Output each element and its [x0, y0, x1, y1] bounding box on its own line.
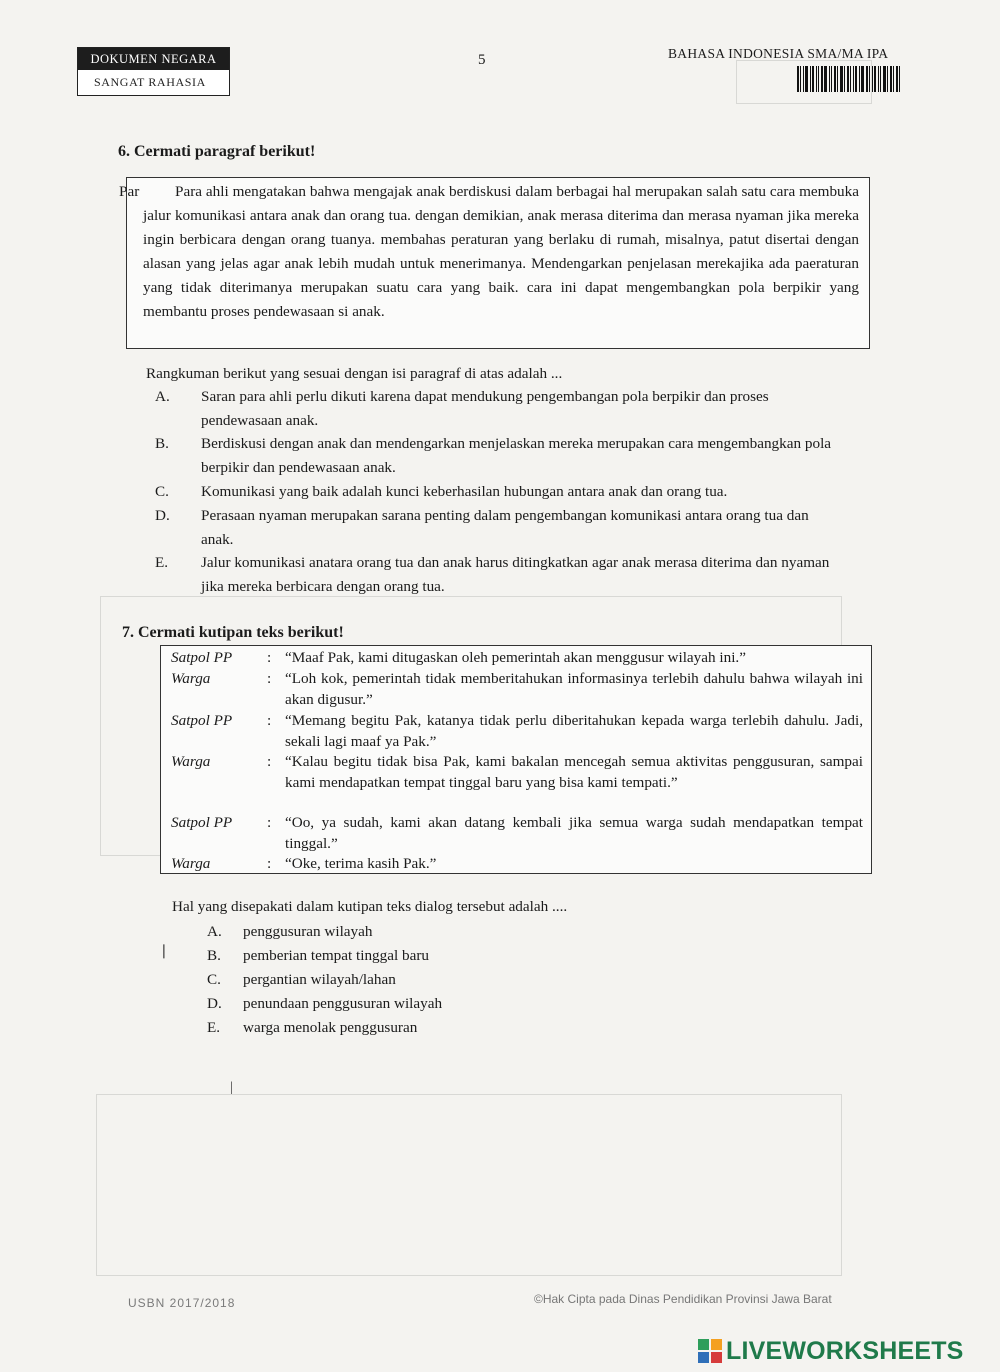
option-text: Komunikasi yang baik adalah kunci keberhasilan hubungan antara anak dan orang tua. — [201, 483, 728, 500]
option-letter: E. — [207, 1019, 221, 1036]
barcode-bar — [810, 66, 811, 92]
option-letter: B. — [155, 435, 169, 452]
dialog-speaker: Satpol PP — [171, 649, 233, 666]
barcode-bar — [861, 66, 864, 92]
dialog-text: “Kalau begitu tidak bisa Pak, kami bakalan mencegah semua aktivitas penggusuran, sampai kami mendapatkan tempat tinggal baru yang bisa kami tempati.” — [285, 753, 863, 791]
dialog-colon: : — [267, 649, 272, 666]
question-7-title: 7. Cermati kutipan teks berikut! — [122, 624, 344, 641]
barcode-bar — [800, 66, 801, 92]
option-text: pemberian tempat tinggal baru — [243, 947, 429, 964]
option-letter: E. — [155, 554, 169, 571]
dialog-speaker: Warga — [171, 670, 211, 687]
option-text: Berdiskusi dengan anak dan mendengarkan menjelaskan mereka merupakan cara mengembangkan pola berpikir dan pendewasaan anak. — [201, 435, 832, 476]
question-7-prompt: Hal yang disepakati dalam kutipan teks dialog tersebut adalah .... — [172, 898, 568, 915]
barcode-bar — [837, 66, 838, 92]
question-6-paragraph-box — [119, 177, 870, 349]
option-text: warga menolak penggusuran — [243, 1019, 418, 1036]
option-letter: C. — [207, 971, 221, 988]
stray-mark-1: ❘ — [158, 944, 170, 959]
document-classification-box — [77, 47, 230, 96]
option-letter: A. — [207, 923, 222, 940]
option-text: Saran para ahli perlu dikuti karena dapat mendukung pengembangan pola berpikir dan proses pendewasaan anak. — [201, 388, 769, 429]
option-text: Perasaan nyaman merupakan sarana penting dalam pengembangan komunikasi antara orang tua dan anak. — [201, 507, 809, 548]
barcode-bar — [872, 66, 873, 92]
barcode-bar — [805, 66, 808, 92]
barcode-bar — [890, 66, 892, 92]
barcode-bar — [855, 66, 857, 92]
barcode-bar — [869, 66, 870, 92]
paragraph-label: Par — [119, 183, 140, 200]
dialog-speaker: Warga — [171, 753, 211, 770]
dialog-colon: : — [267, 712, 272, 729]
brand-name: LIVEWORKSHEETS — [726, 1336, 964, 1365]
liveworksheets-logo-icon — [698, 1339, 722, 1363]
question-6-paragraph: Para ahli mengatakan bahwa mengajak anak berdiskusi dalam berbagai hal merupakan salah satu cara membuka jalur komunikasi antara anak dan orang tua. dengan demikian, anak merasa diterima dan merasa nyaman jika mereka ingin berbicara dengan orang tuanya. membahas peraturan yang berlaku di rumah, misalnya, patut disertai dengan alasan yang jelas agar anak lebih mudah untuk menerimanya. Mendengarkan penjelasan merekajika ada paeraturan yang tidak diterimanya merupakan suatu cara yang baik. cara ini dapat mengembangkan pola berpikir yang membantu proses pendewasaan si anak. — [143, 183, 859, 320]
option-letter: B. — [207, 947, 221, 964]
dialog-speaker: Warga — [171, 855, 211, 872]
barcode-bar — [887, 66, 888, 92]
dialog-speaker: Satpol PP — [171, 814, 233, 831]
option-letter: D. — [207, 995, 222, 1012]
dialog-colon: : — [267, 670, 272, 687]
barcode-bar — [818, 66, 819, 92]
dialog-text: “Memang begitu Pak, katanya tidak perlu diberitahukan kepada warga terlebih dahulu. Jadi, sekali lagi maaf ya Pak.” — [285, 712, 863, 750]
barcode-bar — [883, 66, 886, 92]
dialog-text: “Oo, ya sudah, kami akan datang kembali jika semua warga sudah mendapatkan tempat tinggal.” — [285, 814, 863, 852]
dialog-text: “Loh kok, pemerintah tidak memberitahukan informasinya terlebih dahulu bahwa wilayah ini akan digusur.” — [285, 670, 863, 708]
dialog-text: “Oke, terima kasih Pak.” — [285, 855, 437, 872]
barcode-bar — [893, 66, 894, 92]
barcode-bar — [821, 66, 823, 92]
option-text: pergantian wilayah/lahan — [243, 971, 396, 988]
dialog-text: “Maaf Pak, kami ditugaskan oleh pemerintah akan menggusur wilayah ini.” — [285, 649, 746, 666]
bleed-through-box-2 — [96, 1094, 842, 1276]
option-letter: C. — [155, 483, 169, 500]
option-text: penggusuran wilayah — [243, 923, 373, 940]
barcode-bar — [850, 66, 851, 92]
option-letter: A. — [155, 388, 170, 405]
barcode-bar — [812, 66, 814, 92]
liveworksheets-brand — [698, 1336, 964, 1366]
barcode-bar — [880, 66, 881, 92]
barcode-bar — [866, 66, 868, 92]
option-text: Jalur komunikasi anatara orang tua dan anak harus ditingkatkan agar anak merasa diterima dan nyaman jika mereka berbicara dengan orang tua. — [201, 554, 830, 595]
barcode-icon — [797, 66, 903, 92]
barcode-bar — [816, 66, 817, 92]
option-letter: D. — [155, 507, 170, 524]
footer-copyright: ©Hak Cipta pada Dinas Pendidikan Provinsi Jawa Barat — [534, 1292, 832, 1306]
secret-label: SANGAT RAHASIA — [94, 75, 206, 89]
barcode-bar — [844, 66, 845, 92]
barcode-bar — [896, 66, 898, 92]
barcode-bar — [824, 66, 827, 92]
barcode-bar — [878, 66, 879, 92]
subject-title: BAHASA INDONESIA SMA/MA IPA — [668, 46, 889, 61]
barcode-bar — [853, 66, 854, 92]
barcode-bar — [797, 66, 799, 92]
barcode-bar — [859, 66, 860, 92]
barcode-bar — [831, 66, 832, 92]
barcode-bar — [840, 66, 843, 92]
page-number: 5 — [478, 52, 486, 68]
barcode-bar — [803, 66, 804, 92]
barcode-bar — [874, 66, 876, 92]
barcode-bar — [899, 66, 900, 92]
question-7-dialog-box — [160, 645, 872, 874]
option-text: penundaan penggusuran wilayah — [243, 995, 443, 1012]
barcode-bar — [847, 66, 849, 92]
dialog-colon: : — [267, 855, 272, 872]
dialog-colon: : — [267, 814, 272, 831]
dialog-colon: : — [267, 753, 272, 770]
doc-label: DOKUMEN NEGARA — [78, 48, 229, 70]
footer-code: USBN 2017/2018 — [128, 1296, 236, 1310]
question-6-title: 6. Cermati paragraf berikut! — [118, 143, 316, 160]
stray-mark-2: | — [230, 1080, 233, 1095]
barcode-bar — [834, 66, 836, 92]
barcode-bar — [829, 66, 830, 92]
dialog-speaker: Satpol PP — [171, 712, 233, 729]
question-6-prompt: Rangkuman berikut yang sesuai dengan isi paragraf di atas adalah ... — [146, 365, 563, 382]
